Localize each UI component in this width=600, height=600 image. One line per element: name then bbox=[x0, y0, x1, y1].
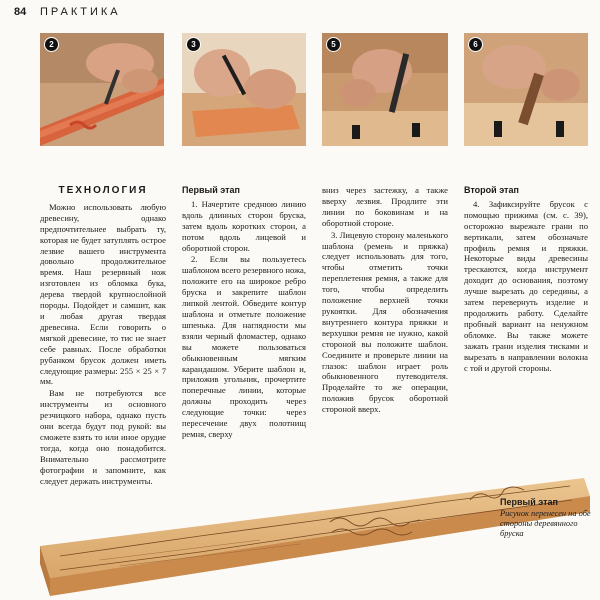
technology-heading: ТЕХНОЛОГИЯ bbox=[58, 185, 148, 196]
column-technology bbox=[40, 186, 166, 487]
paragraph: 1. Начертите среднюю линию вдоль длинных сторон бруска, затем вдоль коротких сторон, а потом вдоль лицевой и оборотной сторон. bbox=[182, 198, 306, 253]
column-second-stage bbox=[464, 185, 588, 374]
caption-title: Первый этап bbox=[500, 497, 558, 507]
paragraph: 3. Лицевую сторону маленького шаблона (ремень и пряжка) следует использовать для того, чтобы отметить точки переплетения ремня, а также для того, чтобы определить положение верхней точки рукоятки. Для обозначения внутреннего контура пряжки и верхушки ремня не нужно, какой стороной вы положите шаблон. Соедините и проверьте линии на глазок: шаблон играет роль обыкновенного путеводителя. Проделайте то же операции, положив брусок оборотной стороной вверх. bbox=[322, 229, 448, 415]
paragraph: Вам не потребуются все инструменты из основного резчицкого набора, однако пусть они всегда будут под рукой: вы сможете взять то или иное орудие тогда, когда оно понадобится. Внимательно рассмотрите фотографии и запомните, как следует держать инструменты. bbox=[40, 388, 166, 486]
step-number-badge: 2 bbox=[44, 37, 59, 52]
caption-text: Рисунок перенесен на обе стороны деревянного бруска bbox=[500, 509, 591, 538]
step-number-badge: 5 bbox=[326, 37, 341, 52]
second-stage-heading: Второй этап bbox=[464, 185, 519, 195]
section-title: ПРАКТИКА bbox=[40, 6, 121, 18]
paragraph: 2. Если вы пользуетесь шаблоном всего резервного ножа, положите его на широкое ребро бруска и закрепите шаблон липкой лентой. Обведите контур шаблона и отметьте положение шпенька. Для наглядности мы взяли черный фломастер, однако вы можете пользоваться обыкновенным мягким карандашом. Уберите шаблон и, приложив угольник, прочертите поперечные линии, которые должны проходить через следующие точки: через пересечение двух полотнищ ремня, сверху bbox=[182, 254, 307, 439]
page-number: 84 bbox=[14, 6, 27, 18]
column-first-stage bbox=[182, 185, 306, 441]
paragraph: Можно использовать любую древесину, однако предпочтительнее выбрать ту, которая не будет затуплять острое лезвие вашего инструмента довольно продолжительное время. Наш резервный нож изготовлен из обломка бука, дерева твердой крупнослойной породы. Подойдет и самшит, как и любая другая твердая древесина. Если говорить о мягкой древесине, то тис не знает себе равных. После обработки рубанком брусок должен иметь следующие размеры: 255 × 25 × 7 мм. bbox=[40, 201, 166, 387]
column-first-stage-continued bbox=[322, 185, 448, 416]
paragraph: вниз через застежку, а также вверху лезвия. Продлите эти линии по боковинам и на оборотной стороне. bbox=[322, 185, 448, 228]
illustration-caption bbox=[500, 497, 594, 539]
first-stage-heading: Первый этап bbox=[182, 185, 240, 195]
step-number-badge: 3 bbox=[186, 37, 201, 52]
step-number-badge: 6 bbox=[468, 37, 483, 52]
paragraph: 4. Зафиксируйте брусок с помощью прижима (см. с. 39), осторожно вырежьте грани по вертикали, затем обозначьте профиль ремня и пряжки. Некоторые виды древесины трескаются, когда инструмент доходит до основания, поэтому лучше вырезать до середины, а затем перевернуть изделие и продолжить работу. Сделайте пробный вариант на ненужном обломке. Вы также можете зажать грани изделия тисками и вырезать в направлении волокна с той и другой стороны. bbox=[464, 198, 588, 373]
